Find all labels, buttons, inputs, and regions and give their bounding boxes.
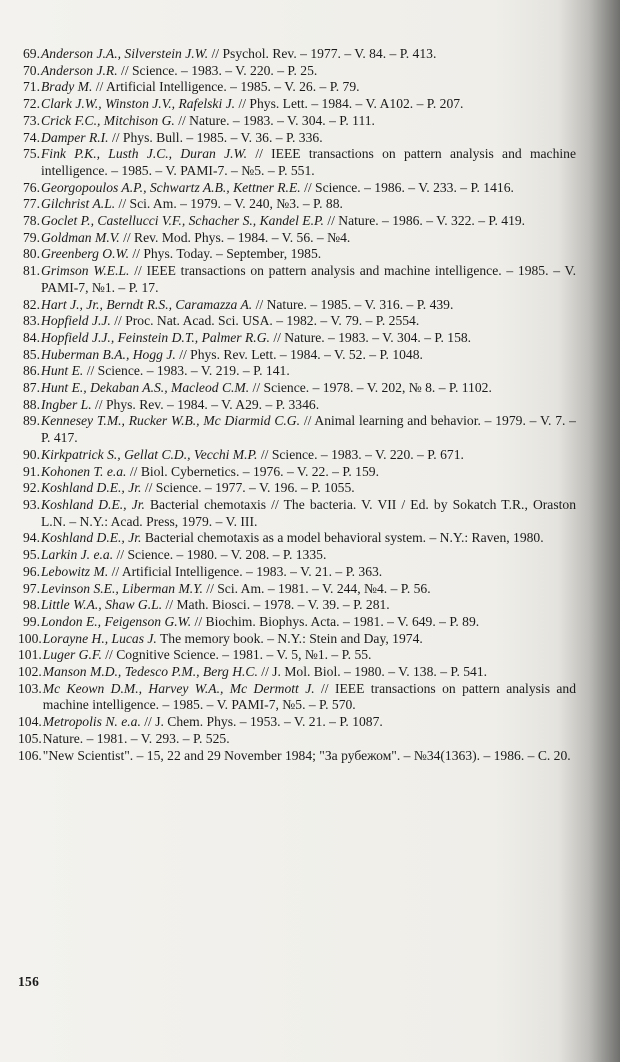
reference-authors: Greenberg O.W.	[41, 246, 129, 262]
reference-number: 76 .	[18, 180, 40, 197]
reference-item	[18, 113, 576, 130]
reference-text	[41, 96, 576, 113]
reference-source: // Science. – 1983. – V. 219. – P. 141.	[83, 363, 290, 379]
reference-source: // Phys. Lett. – 1984. – V. A102. – P. 207.	[235, 96, 464, 112]
reference-authors: Anderson J.R.	[41, 62, 118, 78]
reference-text	[41, 530, 576, 547]
reference-source: // Artificial Intelligence. – 1985. – V. 26. – P. 79.	[92, 79, 360, 95]
reference-authors: Gilchrist A.L.	[41, 196, 116, 212]
reference-authors: Damper R.I.	[41, 129, 109, 145]
reference-text	[41, 130, 576, 147]
reference-item	[18, 681, 576, 714]
reference-authors: Ingber L.	[41, 396, 92, 412]
reference-source: // Phys. Today. – September, 1985.	[128, 246, 322, 262]
reference-source: // Nature. – 1983. – V. 304. – P. 111.	[174, 112, 375, 128]
reference-text	[43, 748, 576, 765]
reference-source: // Artificial Intelligence. – 1983. – V. 21. – P. 363.	[108, 563, 383, 579]
reference-number: 101 .	[18, 647, 42, 664]
reference-item	[18, 347, 576, 364]
reference-text	[41, 547, 576, 564]
reference-source: // Nature. – 1985. – V. 316. – P. 439.	[252, 296, 454, 312]
reference-item	[18, 196, 576, 213]
reference-text	[41, 180, 576, 197]
reference-text	[41, 196, 576, 213]
reference-number: 100 .	[18, 631, 42, 648]
reference-item	[18, 330, 576, 347]
reference-text	[41, 413, 576, 446]
reference-number: 72 .	[18, 96, 40, 113]
reference-item	[18, 564, 576, 581]
reference-number: 103 .	[18, 681, 42, 698]
reference-source: // Science. – 1983. – V. 220. – P. 671.	[257, 446, 464, 462]
reference-text	[41, 63, 576, 80]
reference-source: // Animal learning and behavior. – 1979. – V. 7. – P. 417.	[41, 413, 576, 446]
reference-text	[41, 397, 576, 414]
reference-number: 99 .	[18, 614, 40, 631]
reference-item	[18, 263, 576, 296]
reference-number: 78 .	[18, 213, 40, 230]
reference-source: Nature. – 1981. – V. 293. – P. 525.	[42, 730, 230, 746]
reference-source: // Proc. Nat. Acad. Sci. USA. – 1982. – V. 79. – P. 2554.	[110, 313, 420, 329]
reference-item	[18, 664, 576, 681]
reference-source: // Nature. – 1986. – V. 322. – P. 419.	[323, 213, 526, 229]
reference-item	[18, 447, 576, 464]
reference-authors: Koshland D.E., Jr.	[41, 530, 142, 546]
reference-authors: Hart J., Jr., Berndt R.S., Caramazza A.	[41, 296, 253, 312]
reference-text	[43, 731, 576, 748]
reference-authors: Kohonen T. e.a.	[41, 463, 127, 479]
reference-source: // IEEE transactions on pattern analysis and machine intelligence. – 1985. – V. PAMI-7, №1. – P. 17.	[41, 263, 576, 295]
reference-number: 90 .	[18, 447, 40, 464]
reference-number: 89 .	[18, 413, 40, 430]
reference-item	[18, 63, 576, 80]
reference-authors: London E., Feigenson G.W.	[41, 613, 192, 629]
reference-text	[43, 631, 576, 648]
reference-source: Bacterial chemotaxis // The bacteria. V. VII / Ed. by Sokatch T.R., Oraston L.N. – N.Y.: Acad. Press, 1979. – V. III.	[41, 496, 576, 529]
reference-text	[41, 213, 576, 230]
reference-text	[41, 297, 576, 314]
reference-item	[18, 313, 576, 330]
reference-source: // Science. – 1980. – V. 208. – P. 1335.	[113, 547, 327, 563]
reference-authors: Grimson W.E.L.	[41, 263, 130, 279]
reference-number: 91 .	[18, 464, 40, 481]
reference-item	[18, 464, 576, 481]
reference-text	[43, 647, 576, 664]
reference-number: 94 .	[18, 530, 40, 547]
reference-source: // Psychol. Rev. – 1977. – V. 84. – P. 413.	[208, 46, 437, 61]
reference-source: Bacterial chemotaxis as a model behavioral system. – N.Y.: Raven, 1980.	[141, 530, 544, 546]
reference-authors: Hopfield J.J., Feinstein D.T., Palmer R.G.	[41, 329, 270, 345]
reference-number: 74 .	[18, 130, 40, 147]
reference-item	[18, 614, 576, 631]
reference-number: 79 .	[18, 230, 40, 247]
reference-number: 69 .	[18, 46, 40, 63]
reference-text	[41, 363, 576, 380]
reference-source: "New Scientist". – 15, 22 and 29 November 1984; "За рубежом". – №34(1363). – 1986. – С. 20.	[42, 747, 571, 763]
reference-authors: Hopfield J.J.	[41, 313, 111, 329]
reference-item	[18, 597, 576, 614]
reference-authors: Little W.A., Shaw G.L.	[41, 597, 163, 613]
reference-authors: Brady M.	[41, 79, 93, 95]
reference-authors: Levinson S.E., Liberman M.Y.	[41, 580, 203, 596]
reference-number: 80 .	[18, 246, 40, 263]
reference-authors: Luger G.F.	[42, 647, 102, 663]
reference-item	[18, 530, 576, 547]
reference-number: 105 .	[18, 731, 42, 748]
reference-item	[18, 130, 576, 147]
reference-text	[41, 464, 576, 481]
reference-number: 83 .	[18, 313, 40, 330]
reference-item	[18, 79, 576, 96]
reference-authors: Huberman B.A., Hogg J.	[41, 346, 176, 362]
reference-text	[41, 581, 576, 598]
reference-number: 96 .	[18, 564, 40, 581]
reference-item	[18, 246, 576, 263]
reference-number: 106 .	[18, 748, 42, 765]
reference-item	[18, 731, 576, 748]
reference-authors: Goldman M.V.	[41, 229, 120, 245]
reference-item	[18, 363, 576, 380]
reference-source: // Cognitive Science. – 1981. – V. 5, №1. – P. 55.	[101, 647, 372, 663]
reference-item	[18, 714, 576, 731]
reference-text	[43, 681, 576, 714]
reference-text	[43, 664, 576, 681]
reference-item	[18, 180, 576, 197]
reference-authors: Goclet P., Castellucci V.F., Schacher S., Kandel E.P.	[41, 213, 324, 229]
reference-number: 70 .	[18, 63, 40, 80]
reference-text	[41, 347, 576, 364]
reference-item	[18, 230, 576, 247]
reference-number: 102 .	[18, 664, 42, 681]
reference-authors: Hunt E.	[41, 363, 84, 379]
reference-source: // Science. – 1978. – V. 202, № 8. – P. 1102.	[249, 380, 492, 396]
reference-text	[41, 564, 576, 581]
reference-source: // Phys. Rev. Lett. – 1984. – V. 52. – P. 1048.	[175, 346, 423, 362]
reference-item	[18, 647, 576, 664]
reference-authors: Georgopoulos A.P., Schwartz A.B., Kettner R.E.	[41, 179, 301, 195]
reference-source: // Science. – 1977. – V. 196. – P. 1055.	[141, 480, 355, 496]
reference-source: // Science. – 1986. – V. 233. – P. 1416.	[300, 179, 514, 195]
reference-source: // Phys. Rev. – 1984. – V. A29. – P. 3346.	[91, 396, 320, 412]
reference-number: 92 .	[18, 480, 40, 497]
reference-number: 84 .	[18, 330, 40, 347]
reference-authors: Manson M.D., Tedesco P.M., Berg H.C.	[42, 664, 258, 680]
reference-item	[18, 297, 576, 314]
reference-source: // Phys. Bull. – 1985. – V. 36. – P. 336.	[108, 129, 323, 145]
reference-number: 81 .	[18, 263, 40, 280]
reference-authors: Hunt E., Dekaban A.S., Macleod C.M.	[41, 380, 250, 396]
reference-item	[18, 380, 576, 397]
reference-authors: Crick F.C., Mitchison G.	[41, 112, 175, 128]
reference-item	[18, 581, 576, 598]
page-number: 156	[18, 974, 40, 989]
reference-text	[41, 46, 576, 63]
reference-source: // Biochim. Biophys. Acta. – 1981. – V. 649. – P. 89.	[191, 613, 480, 629]
reference-text	[41, 614, 576, 631]
reference-number: 86 .	[18, 363, 40, 380]
reference-authors: Metropolis N. e.a.	[42, 714, 141, 730]
reference-number: 82 .	[18, 297, 40, 314]
reference-number: 93 .	[18, 497, 40, 514]
reference-source: // IEEE transactions on pattern analysis and machine intelligence. – 1985. – V. PAMI-7. – №5. – P. 551.	[41, 146, 576, 178]
reference-item	[18, 631, 576, 648]
reference-item	[18, 748, 576, 765]
reference-text	[41, 313, 576, 330]
reference-text	[41, 146, 576, 179]
reference-item	[18, 96, 576, 113]
reference-item	[18, 213, 576, 230]
reference-number: 85 .	[18, 347, 40, 364]
reference-source: // Sci. Am. – 1981. – V. 244, №4. – P. 56.	[202, 580, 431, 596]
reference-source: // Nature. – 1983. – V. 304. – P. 158.	[269, 329, 472, 345]
reference-text	[41, 113, 576, 130]
reference-source: // Science. – 1983. – V. 220. – P. 25.	[117, 62, 318, 78]
reference-number: 71 .	[18, 79, 40, 96]
reference-text	[41, 79, 576, 96]
reference-authors: Lorayne H., Lucas J.	[42, 630, 157, 646]
reference-number: 104 .	[18, 714, 42, 731]
reference-authors: Fink P.K., Lusth J.C., Duran J.W.	[41, 146, 248, 162]
reference-authors: Anderson J.A., Silverstein J.W.	[41, 46, 209, 61]
reference-authors: Kennesey T.M., Rucker W.B., Mc Diarmid C.G.	[41, 413, 301, 429]
reference-authors: Larkin J. e.a.	[41, 547, 114, 563]
reference-authors: Mc Keown D.M., Harvey W.A., Mc Dermott J.	[42, 680, 315, 696]
reference-source: The memory book. – N.Y.: Stein and Day, 1974.	[156, 630, 423, 646]
reference-text	[41, 447, 576, 464]
reference-source: // IEEE transactions on pattern analysis and machine intelligence. – 1985. – V. PAMI-7, №5. – P. 570.	[42, 680, 576, 713]
reference-number: 88 .	[18, 397, 40, 414]
reference-text	[41, 380, 576, 397]
reference-source: // J. Mol. Biol. – 1980. – V. 138. – P. 541.	[257, 664, 488, 680]
reference-number: 87 .	[18, 380, 40, 397]
reference-source: // Biol. Cybernetics. – 1976. – V. 22. – P. 159.	[126, 463, 379, 479]
reference-text	[41, 230, 576, 247]
reference-authors: Kirkpatrick S., Gellat C.D., Vecchi M.P.	[41, 446, 258, 462]
reference-source: // Rev. Mod. Phys. – 1984. – V. 56. – №4.	[119, 229, 351, 245]
reference-source: // Sci. Am. – 1979. – V. 240, №3. – P. 88.	[115, 196, 343, 212]
reference-text	[41, 263, 576, 296]
reference-number: 75 .	[18, 146, 40, 163]
reference-item	[18, 146, 576, 179]
reference-item	[18, 413, 576, 446]
reference-authors: Lebowitz M.	[41, 563, 109, 579]
reference-list	[18, 46, 576, 764]
reference-item	[18, 397, 576, 414]
reference-authors: Clark J.W., Winston J.V., Rafelski J.	[41, 96, 236, 112]
reference-text	[41, 246, 576, 263]
reference-number: 98 .	[18, 597, 40, 614]
reference-item	[18, 46, 576, 63]
reference-text	[41, 597, 576, 614]
reference-source: // J. Chem. Phys. – 1953. – V. 21. – P. 1087.	[140, 714, 383, 730]
reference-item	[18, 497, 576, 530]
reference-text	[43, 714, 576, 731]
reference-authors: Koshland D.E., Jr.	[41, 496, 145, 512]
reference-authors: Koshland D.E., Jr.	[41, 480, 142, 496]
reference-number: 73 .	[18, 113, 40, 130]
reference-item	[18, 480, 576, 497]
reference-source: // Math. Biosci. – 1978. – V. 39. – P. 281.	[162, 597, 390, 613]
reference-item	[18, 547, 576, 564]
reference-text	[41, 480, 576, 497]
reference-number: 95 .	[18, 547, 40, 564]
reference-number: 77 .	[18, 196, 40, 213]
reference-number: 97 .	[18, 581, 40, 598]
reference-text	[41, 497, 576, 530]
reference-text	[41, 330, 576, 347]
